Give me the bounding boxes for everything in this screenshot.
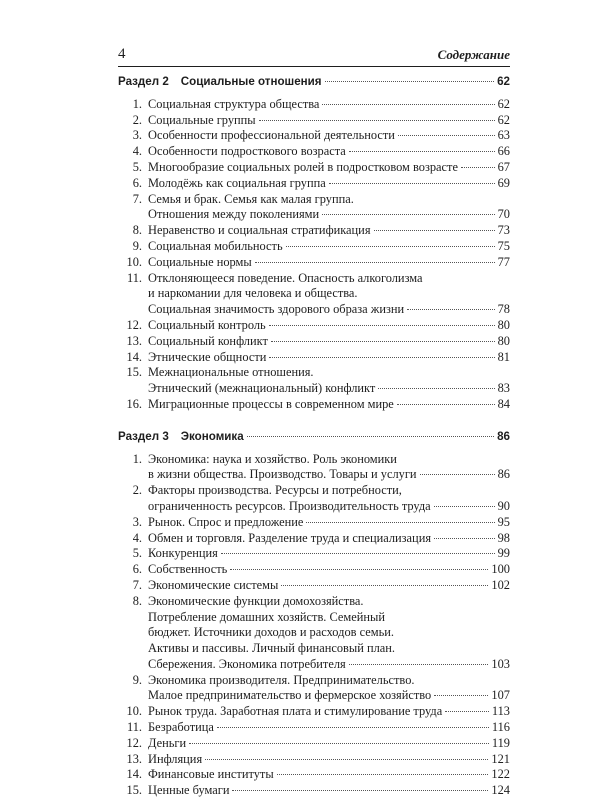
toc-entry bbox=[118, 128, 510, 144]
entry-number: 3. bbox=[132, 514, 142, 529]
entry-number: 15. bbox=[126, 365, 142, 380]
dot-leader bbox=[397, 404, 495, 405]
entry-title: Социальный конфликт bbox=[148, 333, 268, 348]
entry-page: 83 bbox=[497, 381, 510, 396]
entry-title: в жизни общества. Производство. Товары и услуги bbox=[148, 467, 417, 482]
toc-entry-continuation bbox=[118, 657, 510, 673]
toc-entry-continuation bbox=[118, 207, 510, 223]
entry-title: Многообразие социальных ролей в подростковом возрасте bbox=[148, 159, 458, 174]
dot-leader bbox=[434, 695, 488, 696]
entry-title: Этнические общности bbox=[148, 349, 267, 364]
entry-number: 7. bbox=[132, 191, 142, 206]
toc-entry-continuation bbox=[118, 641, 510, 657]
header-rule bbox=[118, 66, 510, 67]
entry-title: ограниченность ресурсов. Производительность труда bbox=[148, 498, 431, 513]
dot-leader bbox=[445, 711, 489, 712]
entry-title: бюджет. Источники доходов и расходов семьи. bbox=[148, 625, 394, 640]
entry-number: 13. bbox=[126, 751, 142, 766]
entry-page: 62 bbox=[497, 112, 510, 127]
dot-leader bbox=[221, 553, 495, 554]
entry-title: Миграционные процессы в современном мире bbox=[148, 396, 394, 411]
entry-title: Социальная мобильность bbox=[148, 238, 283, 253]
entry-title: Экономические системы bbox=[148, 577, 279, 592]
entry-page: 78 bbox=[497, 302, 510, 317]
dot-leader bbox=[277, 774, 489, 775]
entry-page: 67 bbox=[497, 159, 510, 174]
entry-number: 4. bbox=[132, 144, 142, 159]
toc-entry-continuation bbox=[118, 381, 510, 397]
entry-page: 98 bbox=[497, 530, 510, 545]
entry-number: 12. bbox=[126, 735, 142, 750]
toc-entry bbox=[118, 239, 510, 255]
entry-page: 121 bbox=[491, 751, 510, 766]
entry-page: 77 bbox=[497, 254, 510, 269]
toc-entry bbox=[118, 223, 510, 239]
entry-number: 9. bbox=[132, 672, 142, 687]
toc-entry bbox=[118, 594, 510, 610]
toc-entry-continuation bbox=[118, 625, 510, 641]
toc-entry bbox=[118, 350, 510, 366]
entry-page: 66 bbox=[497, 144, 510, 159]
entry-number: 12. bbox=[126, 317, 142, 332]
toc-entry bbox=[118, 97, 510, 113]
entry-title: Рынок труда. Заработная плата и стимулирование труда bbox=[148, 704, 443, 719]
entry-number: 10. bbox=[126, 704, 142, 719]
entry-page: 81 bbox=[497, 349, 510, 364]
toc-entry bbox=[118, 176, 510, 192]
entry-page: 124 bbox=[491, 783, 510, 798]
toc-entry bbox=[118, 783, 510, 799]
toc-entry bbox=[118, 144, 510, 160]
entry-title: Экономика производителя. Предпринимательство. bbox=[148, 672, 415, 687]
entry-page: 99 bbox=[497, 546, 510, 561]
entry-title: и наркомании для человека и общества. bbox=[148, 286, 358, 301]
entry-number: 14. bbox=[126, 767, 142, 782]
section-label: Раздел 3 bbox=[118, 429, 169, 443]
entry-title: Конкуренция bbox=[148, 546, 218, 561]
dot-leader bbox=[461, 167, 495, 168]
entry-title: Финансовые институты bbox=[148, 767, 274, 782]
entry-title: Инфляция bbox=[148, 751, 203, 766]
entry-number: 2. bbox=[132, 112, 142, 127]
entry-page: 119 bbox=[491, 735, 510, 750]
page-number: 4 bbox=[118, 46, 126, 62]
dot-leader bbox=[325, 81, 495, 82]
entry-page: 122 bbox=[491, 767, 510, 782]
dot-leader bbox=[189, 743, 489, 744]
entry-page: 95 bbox=[497, 514, 510, 529]
dot-leader bbox=[306, 522, 494, 523]
entry-page: 70 bbox=[497, 207, 510, 222]
entry-page: 102 bbox=[491, 577, 510, 592]
entry-title: Молодёжь как социальная группа bbox=[148, 175, 326, 190]
entry-title: Социальная значимость здорового образа жизни bbox=[148, 302, 405, 317]
dot-leader bbox=[217, 727, 489, 728]
entry-page: 75 bbox=[497, 238, 510, 253]
entry-number: 1. bbox=[132, 96, 142, 111]
entry-number: 3. bbox=[132, 128, 142, 143]
dot-leader bbox=[247, 436, 494, 437]
entry-page: 107 bbox=[491, 688, 510, 703]
entry-title: Социальные нормы bbox=[148, 254, 252, 269]
toc-entry bbox=[118, 271, 510, 287]
entry-title: Семья и брак. Семья как малая группа. bbox=[148, 191, 354, 206]
entry-number: 13. bbox=[126, 333, 142, 348]
entry-number: 5. bbox=[132, 159, 142, 174]
entry-page: 116 bbox=[491, 720, 510, 735]
entry-number: 10. bbox=[126, 254, 142, 269]
dot-leader bbox=[322, 214, 494, 215]
toc-entry-continuation bbox=[118, 610, 510, 626]
entry-page: 73 bbox=[497, 223, 510, 238]
entry-number: 15. bbox=[126, 783, 142, 798]
toc-entry bbox=[118, 515, 510, 531]
entry-number: 2. bbox=[132, 483, 142, 498]
dot-leader bbox=[255, 262, 495, 263]
dot-leader bbox=[322, 104, 494, 105]
entry-page: 62 bbox=[497, 96, 510, 111]
toc-entry bbox=[118, 483, 510, 499]
entry-number: 11. bbox=[126, 720, 142, 735]
dot-leader bbox=[230, 569, 488, 570]
entry-page: 90 bbox=[497, 498, 510, 513]
section-page: 86 bbox=[497, 429, 510, 443]
entry-title: Социальные группы bbox=[148, 112, 256, 127]
entry-number: 11. bbox=[126, 270, 142, 285]
dot-leader bbox=[398, 135, 495, 136]
toc-entry bbox=[118, 192, 510, 208]
toc-entry bbox=[118, 752, 510, 768]
dot-leader bbox=[378, 388, 494, 389]
toc-entry-continuation bbox=[118, 688, 510, 704]
entry-title: Социальная структура общества bbox=[148, 96, 320, 111]
dot-leader bbox=[269, 325, 495, 326]
section-page: 62 bbox=[497, 75, 510, 88]
entry-title: Особенности подросткового возраста bbox=[148, 144, 346, 159]
entry-title: Отклоняющееся поведение. Опасность алкоголизма bbox=[148, 270, 423, 285]
entry-page: 63 bbox=[497, 128, 510, 143]
entry-title: Деньги bbox=[148, 735, 187, 750]
toc-entry bbox=[118, 318, 510, 334]
section-title: Социальные отношения bbox=[180, 75, 322, 88]
toc-entry bbox=[118, 397, 510, 413]
entry-number: 6. bbox=[132, 175, 142, 190]
toc-entry-continuation bbox=[118, 286, 510, 302]
entry-page: 69 bbox=[497, 175, 510, 190]
dot-leader bbox=[329, 183, 495, 184]
entry-title: Потребление домашних хозяйств. Семейный bbox=[148, 609, 385, 624]
entry-page: 113 bbox=[491, 704, 510, 719]
dot-leader bbox=[434, 538, 495, 539]
entry-page: 84 bbox=[497, 396, 510, 411]
toc-entry bbox=[118, 578, 510, 594]
section-heading bbox=[118, 74, 510, 90]
toc-entry bbox=[118, 736, 510, 752]
toc-entry bbox=[118, 255, 510, 271]
entry-title: Этнический (межнациональный) конфликт bbox=[148, 381, 376, 396]
entry-number: 9. bbox=[132, 238, 142, 253]
dot-leader bbox=[271, 341, 495, 342]
dot-leader bbox=[286, 246, 495, 247]
entry-page: 100 bbox=[491, 562, 510, 577]
toc-entry bbox=[118, 334, 510, 350]
entry-title: Социальный контроль bbox=[148, 317, 266, 332]
entry-title: Активы и пассивы. Личный финансовый план. bbox=[148, 641, 395, 656]
toc-entry-continuation bbox=[118, 467, 510, 483]
dot-leader bbox=[232, 790, 488, 791]
entry-title: Безработица bbox=[148, 720, 214, 735]
entry-title: Собственность bbox=[148, 562, 228, 577]
entry-number: 7. bbox=[132, 577, 142, 592]
entry-title: Межнациональные отношения. bbox=[148, 365, 314, 380]
entry-page: 80 bbox=[497, 333, 510, 348]
entry-number: 8. bbox=[132, 223, 142, 238]
toc-entry bbox=[118, 704, 510, 720]
toc-section bbox=[118, 74, 510, 413]
toc-entry-continuation bbox=[118, 302, 510, 318]
dot-leader bbox=[349, 664, 489, 665]
toc-entry bbox=[118, 546, 510, 562]
toc-entry bbox=[118, 673, 510, 689]
entry-title: Особенности профессиональной деятельности bbox=[148, 128, 395, 143]
toc-entry bbox=[118, 767, 510, 783]
entry-page: 80 bbox=[497, 317, 510, 332]
entry-title: Рынок. Спрос и предложение bbox=[148, 514, 304, 529]
entry-number: 14. bbox=[126, 349, 142, 364]
entry-title: Обмен и торговля. Разделение труда и специализация bbox=[148, 530, 432, 545]
entry-title: Ценные бумаги bbox=[148, 783, 230, 798]
toc-entry bbox=[118, 720, 510, 736]
dot-leader bbox=[407, 309, 494, 310]
entry-number: 6. bbox=[132, 562, 142, 577]
entry-title: Сбережения. Экономика потребителя bbox=[148, 656, 346, 671]
page-header bbox=[118, 44, 510, 66]
entry-title: Экономика: наука и хозяйство. Роль экономики bbox=[148, 451, 397, 466]
entry-title: Экономические функции домохозяйства. bbox=[148, 593, 364, 608]
toc-entry bbox=[118, 531, 510, 547]
entry-number: 5. bbox=[132, 546, 142, 561]
toc-entry bbox=[118, 160, 510, 176]
running-title: Содержание bbox=[437, 47, 510, 62]
toc-entry bbox=[118, 562, 510, 578]
toc-entry bbox=[118, 452, 510, 468]
dot-leader bbox=[205, 759, 488, 760]
section-title: Экономика bbox=[180, 429, 244, 443]
dot-leader bbox=[374, 230, 495, 231]
section-heading bbox=[118, 429, 510, 445]
entry-page: 103 bbox=[491, 656, 510, 671]
entry-title: Малое предпринимательство и фермерское хозяйство bbox=[148, 688, 432, 703]
entry-number: 4. bbox=[132, 530, 142, 545]
dot-leader bbox=[434, 506, 495, 507]
entry-page: 86 bbox=[497, 467, 510, 482]
entry-number: 8. bbox=[132, 593, 142, 608]
dot-leader bbox=[269, 357, 494, 358]
toc-entry-continuation bbox=[118, 499, 510, 515]
entry-title: Факторы производства. Ресурсы и потребности, bbox=[148, 483, 402, 498]
entry-number: 1. bbox=[132, 451, 142, 466]
dot-leader bbox=[349, 151, 495, 152]
entry-title: Отношения между поколениями bbox=[148, 207, 320, 222]
dot-leader bbox=[281, 585, 488, 586]
section-label: Раздел 2 bbox=[118, 75, 169, 88]
table-of-contents bbox=[118, 74, 510, 799]
toc-section bbox=[118, 429, 510, 799]
entry-number: 16. bbox=[126, 396, 142, 411]
entry-title: Неравенство и социальная стратификация bbox=[148, 223, 371, 238]
dot-leader bbox=[420, 474, 495, 475]
toc-entry bbox=[118, 365, 510, 381]
toc-entry bbox=[118, 113, 510, 129]
dot-leader bbox=[259, 120, 495, 121]
